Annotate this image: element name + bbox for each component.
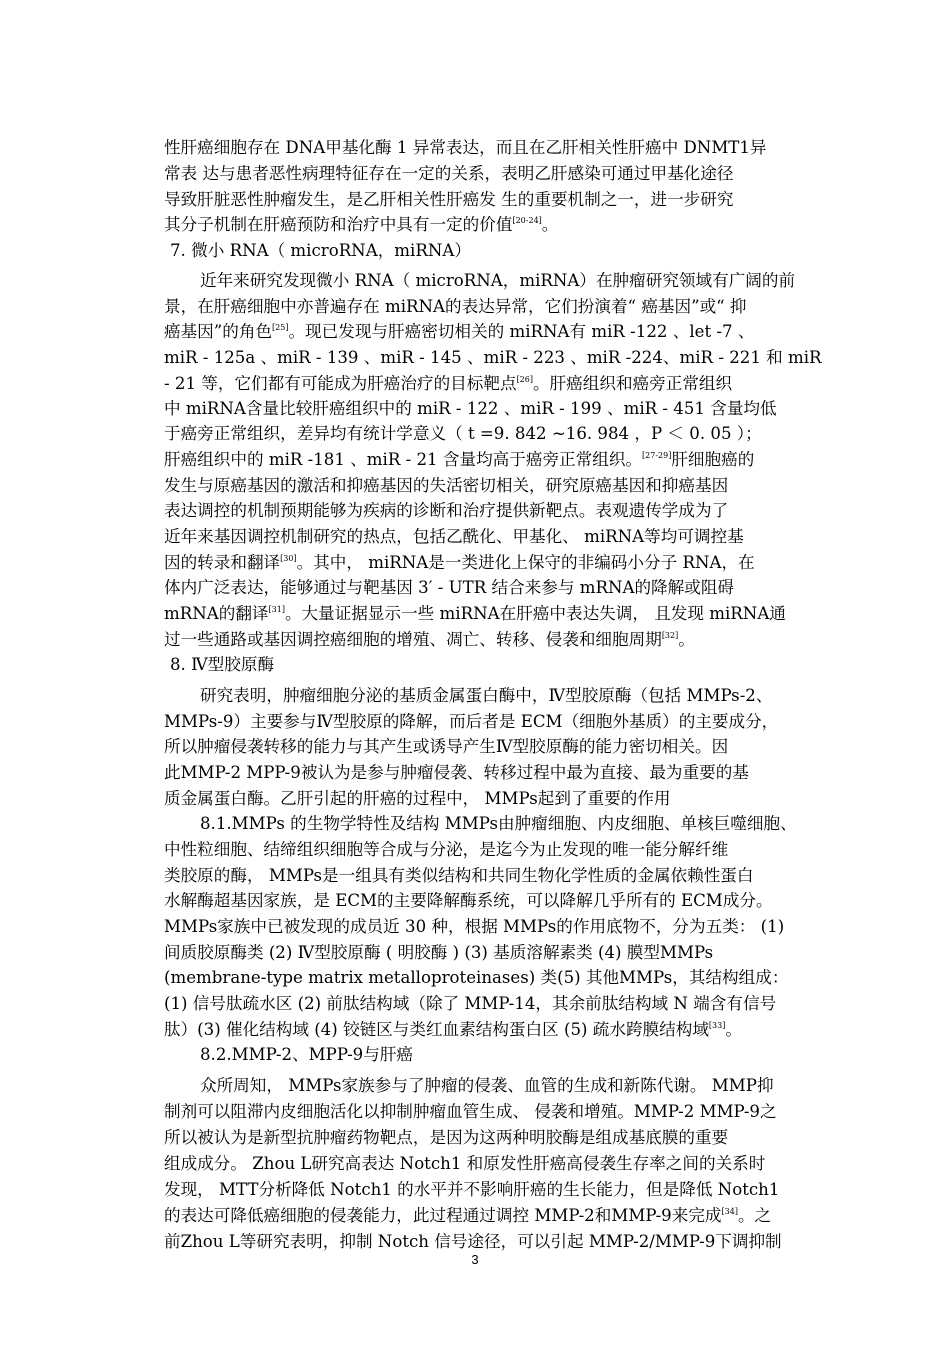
- text-line: [164, 915, 828, 939]
- text-line: [164, 864, 828, 888]
- line-text-after-ref: 。: [678, 630, 695, 649]
- text-line: [164, 992, 828, 1016]
- line-text: 前Zhou L等研究表明，抑制 Notch 信号途径，可以引起 MMP-2/MMP-9下调抑制: [164, 1232, 782, 1251]
- citation-ref: [33]: [708, 1021, 726, 1030]
- line-text: 癌基因”的角色: [164, 322, 273, 341]
- text-line: [164, 1126, 828, 1150]
- text-line: [164, 966, 828, 990]
- line-text: 8.1.MMPs 的生物学特性及结构 MMPs由肿瘤细胞、内皮细胞、单核巨噬细胞、: [200, 814, 797, 833]
- citation-ref: [27-29]: [642, 451, 672, 460]
- citation-ref: [30]: [280, 554, 297, 563]
- text-line: [164, 162, 828, 186]
- line-text: 于癌旁正常组织，差异均有统计学意义（ t =9. 842 ~16. 984 ，P ＜ 0. 05 ）；: [164, 424, 762, 443]
- text-line: [164, 628, 828, 652]
- line-text-after-ref: 。之: [737, 1206, 772, 1225]
- text-line: [164, 448, 828, 472]
- line-text: 质金属蛋白酶。乙肝引起的肝癌的过程中， MMPs起到了重要的作用: [164, 789, 671, 808]
- line-text: MMPs-9）主要参与Ⅳ型胶原的降解，而后者是 ECM（细胞外基质）的主要成分，: [164, 712, 779, 731]
- line-text: 近年来基因调控机制研究的热点，包括乙酰化、甲基化、 miRNA等均可调控基: [164, 527, 744, 546]
- text-line: [164, 499, 828, 523]
- line-text: 性肝癌细胞存在 DNA甲基化酶 1 异常表达，而且在乙肝相关性肝癌中 DNMT1异: [164, 138, 767, 157]
- line-text: 8. Ⅳ型胶原酶: [170, 655, 275, 674]
- line-text: 所以肿瘤侵袭转移的能力与其产生或诱导产生Ⅳ型胶原酶的能力密切相关。因: [164, 737, 729, 756]
- line-text: 研究表明，肿瘤细胞分泌的基质金属蛋白酶中，Ⅳ型胶原酶（包括 MMPs-2、: [200, 686, 773, 705]
- line-text: miR - 125a 、miR - 139 、miR - 145 、miR - 223 、miR -224、miR - 221 和 miR: [164, 348, 822, 367]
- text-line: [164, 551, 828, 575]
- citation-ref: [25]: [272, 323, 289, 332]
- line-text: MMPs家族中已被发现的成员近 30 种，根据 MMPs的作用底物不，分为五类： (1): [164, 917, 785, 936]
- line-text: mRNA的翻译: [164, 604, 269, 623]
- text-line: [164, 397, 828, 421]
- line-text: 8.2.MMP-2、MPP-9与肝癌: [200, 1045, 414, 1064]
- line-text-after-ref: 。: [725, 1020, 742, 1039]
- text-line: [164, 213, 828, 237]
- text-line: [200, 684, 828, 708]
- line-text: 导致肝脏恶性肿瘤发生，是乙肝相关性肝癌发 生的重要机制之一，进一步研究: [164, 190, 734, 209]
- line-text: 发现， MTT分析降低 Notch1 的水平并不影响肝癌的生长能力，但是降低 Notch1: [164, 1180, 780, 1199]
- line-text: 此MMP-2 MPP-9被认为是参与肿瘤侵袭、转移过程中最为直接、最为重要的基: [164, 763, 749, 782]
- line-text-after-ref: 。大量证据显示一些 miRNA在肝癌中表达失调， 且发现 miRNA通: [284, 604, 786, 623]
- text-line: [164, 602, 828, 626]
- citation-ref: [26]: [516, 375, 533, 384]
- text-line: [200, 1074, 828, 1098]
- line-text: 近年来研究发现微小 RNA（ microRNA，miRNA）在肿瘤研究领域有广阔的前: [200, 271, 796, 290]
- line-text-after-ref: 。肝癌组织和癌旁正常组织: [532, 374, 733, 393]
- line-text: (1) 信号肽疏水区 (2) 前肽结构域（除了 MMP-14，其余前肽结构域 N 端含有信号: [164, 994, 777, 1013]
- line-text: 景，在肝癌细胞中亦普遍存在 miRNA的表达异常，它们扮演着“ 癌基因”或“ 抑: [164, 297, 747, 316]
- line-text-after-ref: 。现已发现与肝癌密切相关的 miRNA有 miR -122 、let -7 、: [288, 322, 755, 341]
- text-line: [164, 1204, 828, 1228]
- text-line: [164, 372, 828, 396]
- line-text: 间质胶原酶类 (2) Ⅳ型胶原酶 ( 明胶酶 ) (3) 基质溶解素类 (4) 膜型MMPs: [164, 943, 714, 962]
- text-line: [164, 188, 828, 212]
- line-text-after-ref: 肝细胞癌的: [671, 450, 755, 469]
- line-text: (membrane-type matrix metalloproteinases) 类(5) 其他MMPs，其结构组成：: [164, 968, 789, 987]
- citation-ref: [31]: [268, 605, 285, 614]
- line-text: 组成成分。 Zhou L研究高表达 Notch1 和原发性肝癌高侵袭生存率之间的关系时: [164, 1154, 766, 1173]
- line-text: 类胶原的酶， MMPs是一组具有类似结构和共同生物化学性质的金属依赖性蛋白: [164, 866, 754, 885]
- text-line: [164, 1018, 828, 1042]
- line-text: 因的转录和翻译: [164, 553, 281, 572]
- line-text: 肽）(3) 催化结构域 (4) 铰链区与类红血素结构蛋白区 (5) 疏水跨膜结构域: [164, 1020, 709, 1039]
- line-text: 体内广泛表达，能够通过与靶基因 3′ - UTR 结合来参与 mRNA的降解或阻碍: [164, 578, 735, 597]
- line-text: 过一些通路或基因调控癌细胞的增殖、凋亡、转移、侵袭和细胞周期: [164, 630, 662, 649]
- text-line: [164, 787, 828, 811]
- line-text: 水解酶超基因家族，是 ECM的主要降解酶系统，可以降解几乎所有的 ECM成分。: [164, 891, 773, 910]
- text-line: [164, 1178, 828, 1202]
- line-text: 常表 达与患者恶性病理特征存在一定的关系，表明乙肝感染可通过甲基化途径: [164, 164, 734, 183]
- text-line: [164, 761, 828, 785]
- line-text: 表达调控的机制预期能够为疾病的诊断和治疗提供新靶点。表观遗传学成为了: [164, 501, 729, 520]
- citation-ref: [20-24]: [512, 216, 542, 225]
- text-line: [164, 346, 828, 370]
- text-line: [164, 422, 828, 446]
- text-line: [164, 1100, 828, 1124]
- text-line: [164, 889, 828, 913]
- text-line: [164, 320, 828, 344]
- text-line: [164, 838, 828, 862]
- section-heading-line: [170, 653, 834, 677]
- line-text: 的表达可降低癌细胞的侵袭能力，此过程通过调控 MMP-2和MMP-9来完成: [164, 1206, 722, 1225]
- citation-ref: [34]: [721, 1207, 738, 1216]
- line-text: - 21 等，它们都有可能成为肝癌治疗的目标靶点: [164, 374, 517, 393]
- line-text: 中 miRNA含量比较肝癌组织中的 miR - 122 、miR - 199 、miR - 451 含量均低: [164, 399, 777, 418]
- line-text: 7. 微小 RNA（ microRNA，miRNA）: [170, 241, 471, 260]
- page-number: 3: [471, 1252, 479, 1267]
- text-line: [164, 941, 828, 965]
- citation-ref: [32]: [661, 631, 679, 640]
- section-heading-line: [170, 239, 834, 263]
- line-text: 发生与原癌基因的激活和抑癌基因的失活密切相关，研究原癌基因和抑癌基因: [164, 476, 729, 495]
- text-line: [164, 295, 828, 319]
- line-text: 中性粒细胞、结缔组织细胞等合成与分泌，是迄今为止发现的唯一能分解纤维: [164, 840, 729, 859]
- line-text-after-ref: 。其中， miRNA是一类进化上保守的非编码小分子 RNA，在: [296, 553, 755, 572]
- text-line: [164, 576, 828, 600]
- line-text: 众所周知， MMPs家族参与了肿瘤的侵袭、血管的生成和新陈代谢。 MMP抑: [200, 1076, 774, 1095]
- line-text: 其分子机制在肝癌预防和治疗中具有一定的价值: [164, 215, 513, 234]
- text-line: [164, 1152, 828, 1176]
- text-line: [200, 269, 828, 293]
- text-line: [164, 735, 828, 759]
- line-text-after-ref: 。: [541, 215, 559, 234]
- text-line: [164, 710, 828, 734]
- line-text: 所以被认为是新型抗肿瘤药物靶点，是因为这两种明胶酶是组成基底膜的重要: [164, 1128, 729, 1147]
- line-text: 制剂可以阻滞内皮细胞活化以抑制肿瘤血管生成、 侵袭和增殖。MMP-2 MMP-9之: [164, 1102, 777, 1121]
- text-line: [200, 1043, 828, 1067]
- text-line: [164, 525, 828, 549]
- text-line: [164, 474, 828, 498]
- line-text: 肝癌组织中的 miR -181 、miR - 21 含量均高于癌旁正常组织。: [164, 450, 643, 469]
- text-line: [200, 812, 828, 836]
- text-line: [164, 1230, 828, 1254]
- text-line: [164, 136, 828, 160]
